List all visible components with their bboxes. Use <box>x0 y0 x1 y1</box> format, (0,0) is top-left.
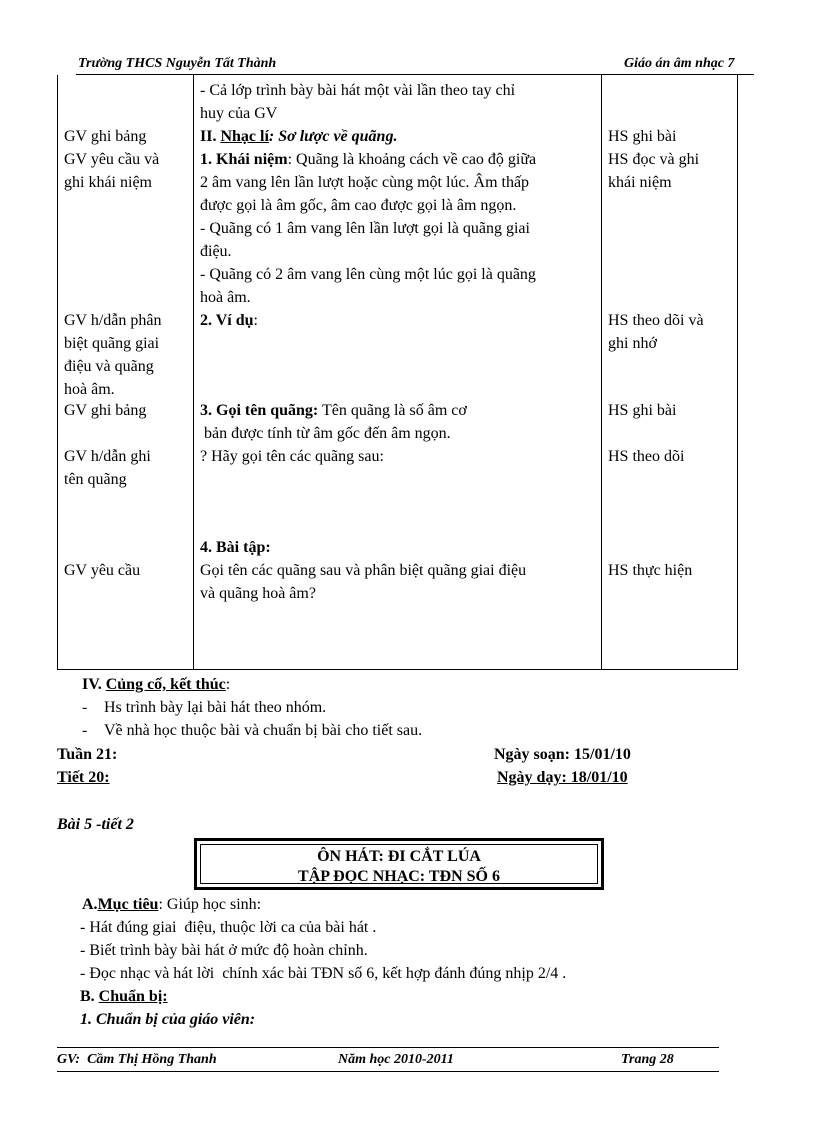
section-iv-heading <box>82 673 230 696</box>
section-iv-title: Củng cố, kết thúc <box>105 676 226 693</box>
row1-left <box>64 125 192 194</box>
row2-right-line: HS theo dõi và <box>608 312 704 329</box>
preparation-heading <box>80 985 168 1008</box>
row4-right <box>608 445 736 468</box>
prepared-date: Ngày soạn: 15/01/10 <box>494 746 631 763</box>
objectives-title: Mục tiêu <box>97 896 159 913</box>
row3-middle-line: bản được tính từ âm gốc đến âm ngọn. <box>200 425 451 442</box>
vi-du-line <box>200 309 600 332</box>
row3-left-line: GV ghi bảng <box>64 402 147 419</box>
list-item-text: Hs trình bày lại bài hát theo nhóm. <box>104 699 327 716</box>
row1-right <box>608 125 736 194</box>
row3-right-line: HS ghi bài <box>608 402 677 419</box>
row1-middle-line: - Quãng có 1 âm vang lên lần lượt gọi là quãng giai <box>200 220 530 237</box>
footer-year: Năm học 2010-2011 <box>338 1052 454 1067</box>
table-border-right <box>737 75 738 669</box>
nhac-li-heading <box>200 125 600 148</box>
taught-date: Ngày dạy: 18/01/10 <box>497 769 628 786</box>
row5-right <box>608 559 736 582</box>
row2-right <box>608 309 736 355</box>
row4-left <box>64 445 192 491</box>
row2-left-line: biệt quãng giai <box>64 335 160 352</box>
row5-middle-line: Gọi tên các quãng sau và phân biệt quãng giai điệu <box>200 562 527 579</box>
goi-ten-label: 3. Gọi tên quãng: <box>200 402 319 419</box>
khai-niem-line <box>200 148 600 171</box>
row4-middle-line: ? Hãy gọi tên các quãng sau: <box>200 448 384 465</box>
row3-left <box>64 399 192 422</box>
row1-middle-line: được gọi là âm gốc, âm cao được gọi là âm ngọn. <box>200 197 517 214</box>
row1-right-line: HS đọc và ghi <box>608 151 700 168</box>
row1-left-line: ghi khái niệm <box>64 174 152 191</box>
box-line-2: TẬP ĐỌC NHẠC: TĐN SỐ 6 <box>298 868 500 885</box>
vi-du-label: 2. Ví dụ <box>200 312 254 329</box>
table-border-left <box>57 75 58 669</box>
row2-left <box>64 309 192 401</box>
preparation-sub: 1. Chuẩn bị của giáo viên: <box>80 1011 256 1028</box>
objectives-prefix: A. <box>82 896 98 913</box>
heading-prefix: II. <box>200 128 217 145</box>
goi-ten-text: Tên quãng là số âm cơ <box>318 402 467 419</box>
row2-left-line: GV h/dẫn phân <box>64 312 162 329</box>
preparation-prefix: B. <box>80 988 95 1005</box>
row2-middle <box>200 309 600 332</box>
row2-right-line: ghi nhớ <box>608 335 657 352</box>
section-iv-prefix: IV. <box>82 676 102 693</box>
table-divider-1 <box>193 75 194 669</box>
vi-du-colon: : <box>253 312 258 329</box>
list-dash: - <box>82 722 88 739</box>
row1-left-line: GV ghi bảng <box>64 128 147 145</box>
header-school: Trường THCS Nguyễn Tất Thành <box>78 56 277 71</box>
row1-middle <box>200 125 600 309</box>
heading-underlined: Nhạc lí <box>220 128 269 145</box>
row0-middle-line: - Cả lớp trình bày bài hát một vài lần theo tay chỉ <box>200 82 516 99</box>
preparation-title: Chuẩn bị: <box>98 988 168 1005</box>
bai-tap-label: 4. Bài tập: <box>200 539 271 556</box>
row4-middle <box>200 445 600 468</box>
lesson-title-box-inner <box>200 844 598 884</box>
row1-middle-line: điệu. <box>200 243 232 260</box>
row3-right <box>608 399 736 422</box>
heading-rest: : Sơ lược về quãng. <box>268 128 398 145</box>
lesson-title: Bài 5 -tiết 2 <box>57 816 134 833</box>
row1-left-line: GV yêu cầu và <box>64 151 160 168</box>
list-dash: - <box>82 699 88 716</box>
row3-middle <box>200 399 600 445</box>
row2-left-line: hoà âm. <box>64 381 115 398</box>
row5-middle-line: và quãng hoà âm? <box>200 585 316 602</box>
objective-item: - Biết trình bày bài hát ở mức độ hoàn chỉnh. <box>80 942 368 959</box>
row4-left-line: GV h/dẫn ghi <box>64 448 151 465</box>
row2-left-line: điệu và quãng <box>64 358 154 375</box>
footer-page: Trang 28 <box>621 1052 674 1067</box>
objective-item: - Hát đúng giai điệu, thuộc lời ca của bài hát . <box>80 919 377 936</box>
goi-ten-line <box>200 399 600 422</box>
footer-teacher: GV: Cầm Thị Hồng Thanh <box>57 1052 217 1067</box>
row1-middle-line: hoà âm. <box>200 289 251 306</box>
row1-middle-line: - Quãng có 2 âm vang lên cùng một lúc gọi là quãng <box>200 266 536 283</box>
period-label: Tiết 20: <box>57 769 110 786</box>
row0-middle-line: huy của GV <box>200 105 278 122</box>
lesson-title-box <box>194 838 604 890</box>
list-item-text: Về nhà học thuộc bài và chuẩn bị bài cho tiết sau. <box>104 722 423 739</box>
table-divider-2 <box>601 75 602 669</box>
row4-right-line: HS theo dõi <box>608 448 685 465</box>
row5-middle <box>200 536 600 605</box>
row1-right-line: khái niệm <box>608 174 672 191</box>
khai-niem-label: 1. Khái niệm <box>200 151 288 168</box>
objectives-heading <box>82 893 261 916</box>
objectives-rest: : Giúp học sinh: <box>158 896 262 913</box>
khai-niem-text: : Quãng là khoảng cách về cao độ giữa <box>287 151 537 168</box>
row4-left-line: tên quãng <box>64 471 127 488</box>
row1-right-line: HS ghi bài <box>608 128 677 145</box>
footer-rule-bottom <box>57 1071 719 1072</box>
box-line-1: ÔN HÁT: ĐI CẮT LÚA <box>317 848 481 865</box>
row5-right-line: HS thực hiện <box>608 562 693 579</box>
week-label: Tuần 21: <box>57 746 118 763</box>
section-iv-colon: : <box>225 676 231 693</box>
row1-middle-line: 2 âm vang lên lần lượt hoặc cùng một lúc. Âm thấp <box>200 174 530 191</box>
header-subject: Giáo án âm nhạc 7 <box>624 56 735 71</box>
row5-left <box>64 559 192 582</box>
objective-item: - Đọc nhạc và hát lời chính xác bài TĐN số 6, kết hợp đánh đúng nhịp 2/4 . <box>80 965 567 982</box>
table-row <box>200 79 600 125</box>
row5-left-line: GV yêu cầu <box>64 562 141 579</box>
footer-rule-top <box>57 1047 719 1048</box>
table-border-bottom <box>57 669 738 670</box>
header-rule <box>76 74 754 75</box>
